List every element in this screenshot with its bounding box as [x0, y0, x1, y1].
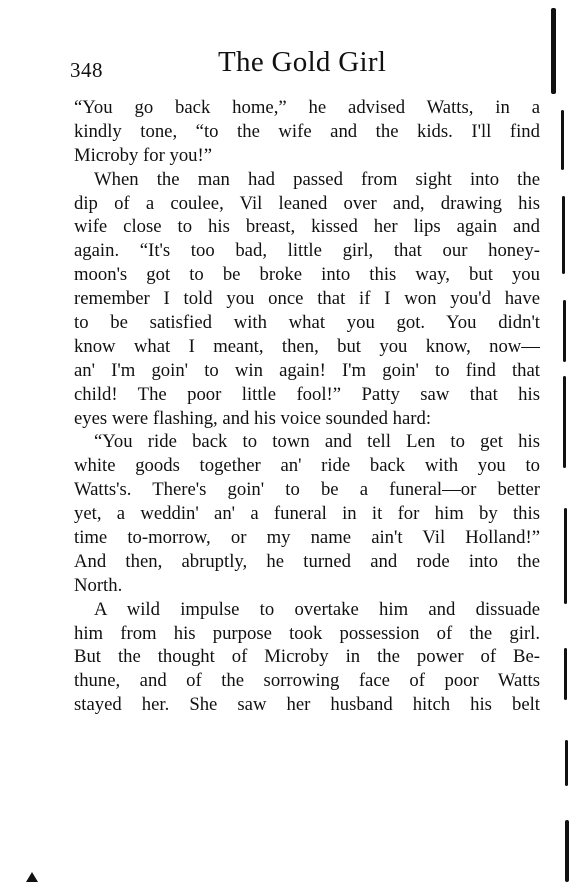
running-title: The Gold Girl	[218, 46, 387, 78]
text-line: dip of a coulee, Vil leaned over and, drawing his	[74, 192, 540, 214]
scan-edge-mark	[564, 508, 567, 604]
text-line: time to-morrow, or my name ain't Vil Holland!”	[74, 527, 540, 549]
text-line: thune, and of the sorrowing face of poor Watts	[74, 670, 540, 692]
text-line: know what I meant, then, but you know, now—	[74, 335, 540, 357]
scan-edge-mark	[563, 376, 566, 468]
text-line: North.	[74, 574, 123, 596]
scan-corner-mark	[26, 872, 38, 882]
text-line: “You go back home,” he advised Watts, in a	[74, 97, 540, 118]
text-line: Microby for you!”	[74, 144, 213, 166]
text-line: But the thought of Microby in the power of Be-	[74, 646, 540, 668]
text-line: kindly tone, “to the wife and the kids. I'll find	[74, 120, 540, 142]
text-line: him from his purpose took possession of the girl.	[74, 622, 540, 644]
scan-edge-mark	[562, 196, 565, 274]
text-line: again. “It's too bad, little girl, that our honey-	[74, 240, 540, 262]
text-line: moon's got to be broke into this way, but you	[74, 264, 540, 286]
text-line: wife close to his breast, kissed her lips again and	[74, 216, 540, 238]
text-line: “You ride back to town and tell Len to get his	[94, 431, 540, 453]
scan-edge-mark	[551, 8, 556, 94]
text-line: And then, abruptly, he turned and rode into the	[74, 550, 540, 572]
text-line: child! The poor little fool!” Patty saw that his	[74, 383, 540, 405]
text-line: to be satisfied with what you got. You didn't	[74, 312, 540, 334]
scan-edge-mark	[564, 648, 567, 700]
text-line: white goods together an' ride back with you to	[74, 455, 540, 477]
scan-edge-mark	[561, 110, 564, 170]
text-line: remember I told you once that if I won you'd have	[74, 288, 540, 310]
scan-edge-mark	[565, 820, 569, 882]
body-text	[74, 96, 540, 717]
text-line: an' I'm goin' to win again! I'm goin' to find that	[74, 359, 540, 381]
page-number: 348	[70, 58, 103, 82]
scan-edge-mark	[565, 740, 568, 786]
text-line: stayed her. She saw her husband hitch his belt	[74, 694, 540, 716]
text-line: eyes were flashing, and his voice sounded hard:	[74, 407, 432, 429]
text-line: Watts's. There's goin' to be a funeral—or better	[74, 479, 540, 501]
text-line: When the man had passed from sight into the	[94, 168, 540, 190]
text-line: A wild impulse to overtake him and dissuade	[94, 598, 540, 620]
page-header	[70, 42, 540, 86]
scan-edge-mark	[563, 300, 566, 362]
text-line: yet, a weddin' an' a funeral in it for him by this	[74, 503, 540, 525]
